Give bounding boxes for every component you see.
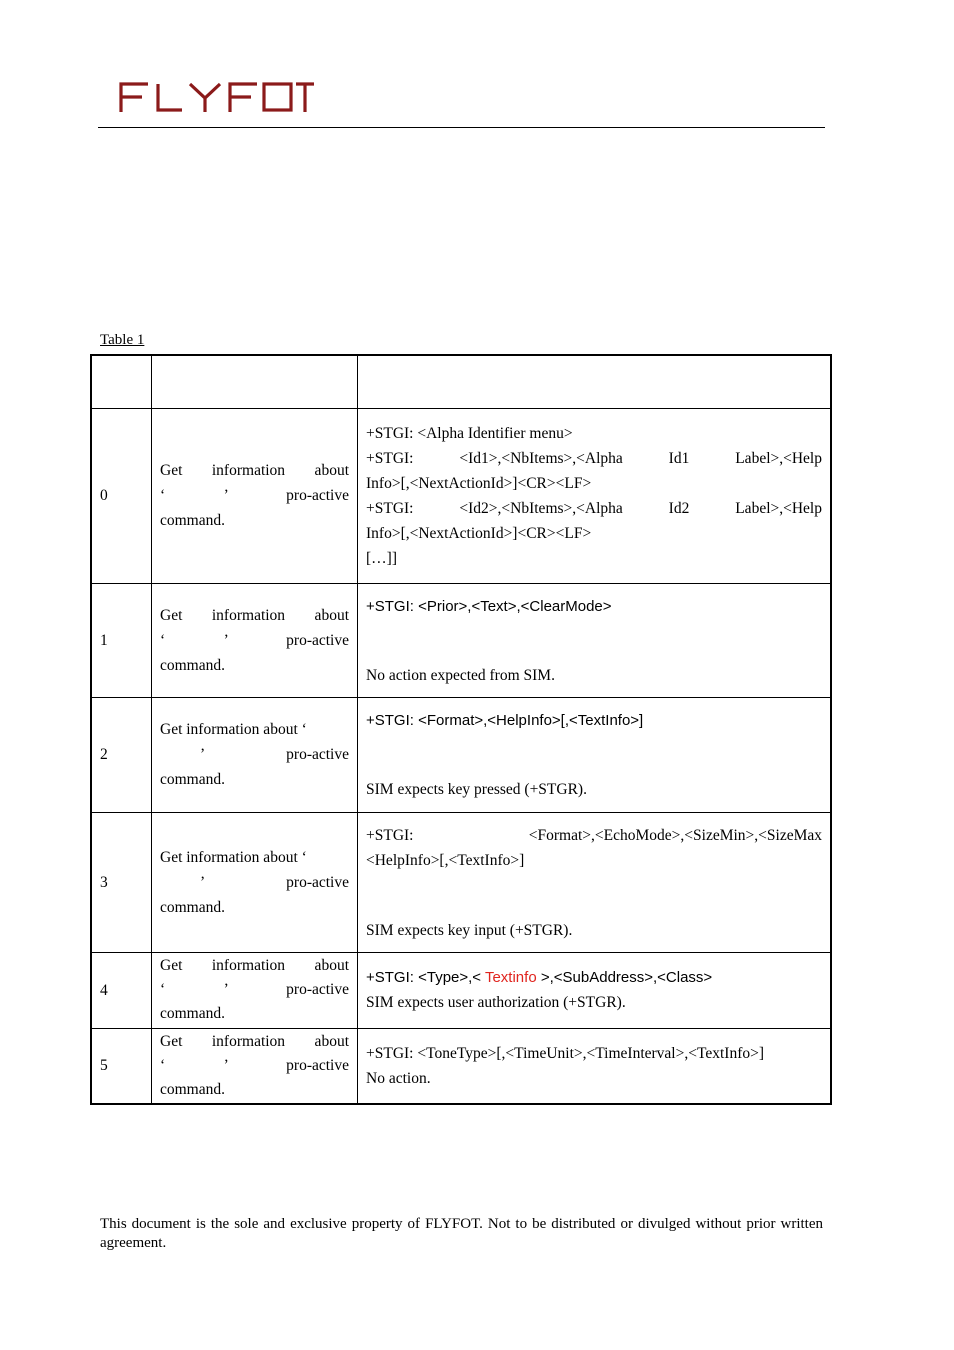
table-row	[91, 1028, 831, 1104]
row-description: Get information about ‘ ’ pro-active command.	[152, 408, 358, 583]
header-cell	[152, 355, 358, 408]
row-response: +STGI: <Alpha Identifier menu> +STGI: <Id1>,<NbItems>,<Alpha Id1 Label>,<Help Info>[,<NextActionId>]<CR><LF> +STGI: <Id2>,<NbItems>,<Alpha Id2 Label>,<Help Info>[,<NextActionId>]<CR><LF> […]]	[358, 408, 832, 583]
row-number: 3	[91, 812, 152, 952]
header-cell	[91, 355, 152, 408]
row-response: +STGI: <Format>,<EchoMode>,<SizeMin>,<SizeMax <HelpInfo>[,<TextInfo>] SIM expects key input (+STGR).	[358, 812, 832, 952]
row-number: 5	[91, 1028, 152, 1104]
row-description: Get information about ‘ ’ pro-active command.	[152, 583, 358, 697]
table-row	[91, 408, 831, 583]
flyfot-logo	[118, 80, 314, 114]
table-row	[91, 697, 831, 812]
row-description: Get information about ‘ ’ pro-active command.	[152, 952, 358, 1028]
textinfo-highlight: Textinfo	[484, 969, 537, 986]
header-rule	[98, 127, 825, 128]
row-response: +STGI: <Format>,<HelpInfo>[,<TextInfo>] SIM expects key pressed (+STGR).	[358, 697, 832, 812]
table-row	[91, 812, 831, 952]
row-number: 0	[91, 408, 152, 583]
table-header-row	[91, 355, 831, 408]
row-number: 1	[91, 583, 152, 697]
row-response: +STGI: <Prior>,<Text>,<ClearMode> No action expected from SIM.	[358, 583, 832, 697]
footer-disclaimer: This document is the sole and exclusive property of FLYFOT. Not to be distributed or divulged without prior written agreement.	[100, 1216, 823, 1251]
table-row	[91, 952, 831, 1028]
table-row	[91, 583, 831, 697]
header-cell	[358, 355, 832, 408]
row-description: Get information about ‘ ’ pro-active command.	[152, 697, 358, 812]
row-response: +STGI: <Type>,< Textinfo >,<SubAddress>,<Class> SIM expects user authorization (+STGR).	[358, 952, 832, 1028]
row-description: Get information about ‘ ’ pro-active command.	[152, 1028, 358, 1104]
command-table	[90, 354, 832, 1105]
table-caption: Table 1	[100, 332, 145, 348]
row-response: +STGI: <ToneType>[,<TimeUnit>,<TimeInterval>,<TextInfo>] No action.	[358, 1028, 832, 1104]
row-number: 2	[91, 697, 152, 812]
row-number: 4	[91, 952, 152, 1028]
row-description: Get information about ‘ ’ pro-active command.	[152, 812, 358, 952]
